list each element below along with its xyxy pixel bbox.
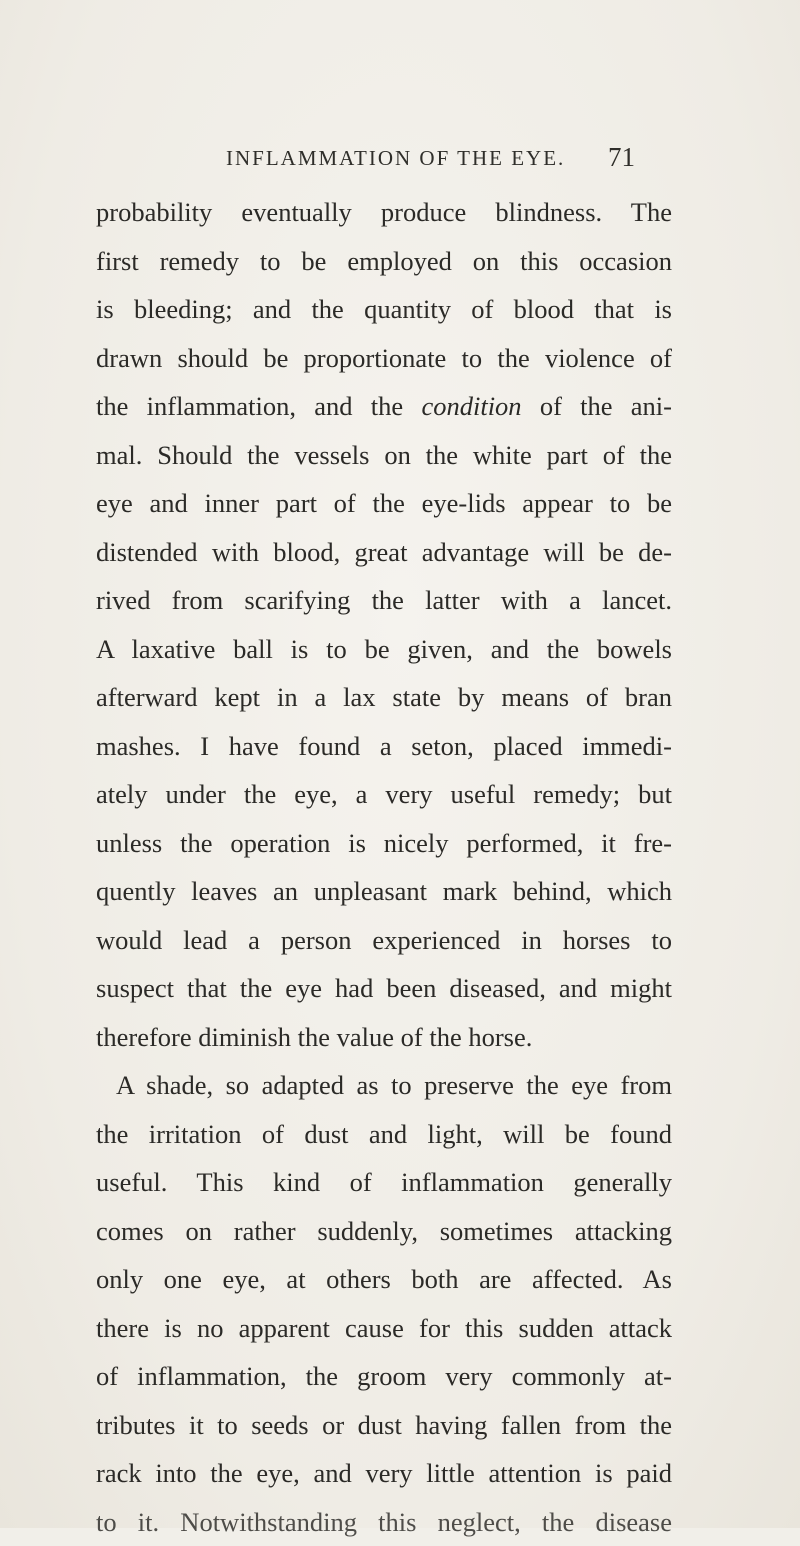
text-line: eye and inner part of the eye-lids appear to be bbox=[96, 479, 672, 528]
page-header bbox=[0, 142, 800, 182]
text-line: mashes. I have found a seton, placed immedi- bbox=[96, 722, 672, 771]
text-line: probability eventually produce blindness. The bbox=[96, 188, 672, 237]
text-line: the irritation of dust and light, will be found bbox=[96, 1110, 672, 1159]
text-line: is bleeding; and the quantity of blood that is bbox=[96, 285, 672, 334]
text-line: distended with blood, great advantage will be de- bbox=[96, 528, 672, 577]
text-line: rived from scarifying the latter with a lancet. bbox=[96, 576, 672, 625]
text-line: ately under the eye, a very useful remedy; but bbox=[96, 770, 672, 819]
text-segment: of the ani- bbox=[540, 391, 672, 421]
text-line: suspect that the eye had been diseased, and might bbox=[96, 964, 672, 1013]
body-text bbox=[96, 188, 672, 1546]
text-line: A laxative ball is to be given, and the bowels bbox=[96, 625, 672, 674]
text-line: afterward kept in a lax state by means of bran bbox=[96, 673, 672, 722]
text-line: first remedy to be employed on this occasion bbox=[96, 237, 672, 286]
text-line: tributes it to seeds or dust having fallen from the bbox=[96, 1401, 672, 1450]
text-line: mal. Should the vessels on the white part of the bbox=[96, 431, 672, 480]
text-line: rack into the eye, and very little attention is paid bbox=[96, 1449, 672, 1498]
text-line: only one eye, at others both are affected. As bbox=[96, 1255, 672, 1304]
text-line: useful. This kind of inflammation generally bbox=[96, 1158, 672, 1207]
running-title: INFLAMMATION OF THE EYE. bbox=[226, 146, 565, 171]
text-line bbox=[96, 382, 672, 431]
paragraph-start-line: A shade, so adapted as to preserve the eye from bbox=[96, 1061, 672, 1110]
page-number: 71 bbox=[608, 142, 635, 173]
italic-word: condition bbox=[421, 391, 521, 421]
text-line: unless the operation is nicely performed, it fre- bbox=[96, 819, 672, 868]
text-line: of inflammation, the groom very commonly at- bbox=[96, 1352, 672, 1401]
text-segment: the inflammation, and the bbox=[96, 391, 403, 421]
text-line: drawn should be proportionate to the violence of bbox=[96, 334, 672, 383]
text-line: quently leaves an unpleasant mark behind, which bbox=[96, 867, 672, 916]
text-line: comes on rather suddenly, sometimes attacking bbox=[96, 1207, 672, 1256]
text-line: there is no apparent cause for this sudden attack bbox=[96, 1304, 672, 1353]
text-line: would lead a person experienced in horses to bbox=[96, 916, 672, 965]
text-line: to it. Notwithstanding this neglect, the disease bbox=[96, 1498, 672, 1546]
text-line: therefore diminish the value of the horse. bbox=[96, 1013, 672, 1062]
